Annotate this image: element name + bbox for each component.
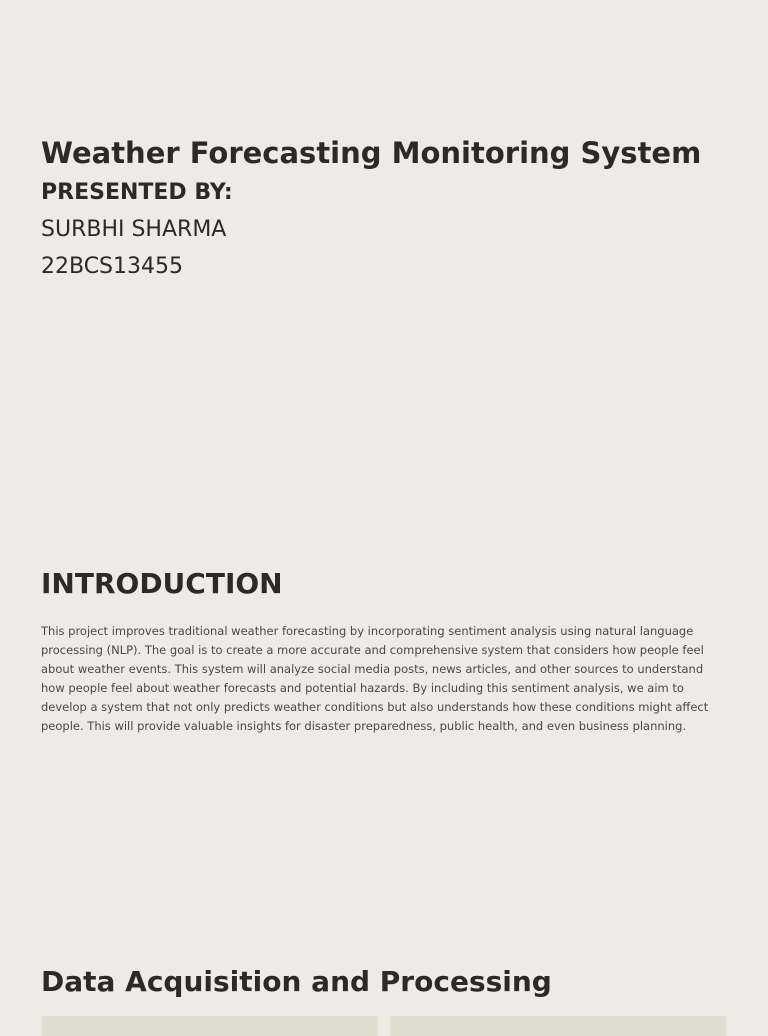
roll-number: 22BCS13455 bbox=[41, 254, 184, 279]
content-card-left bbox=[42, 1016, 378, 1036]
page-title: Weather Forecasting Monitoring System bbox=[41, 136, 702, 170]
author-name: SURBHI SHARMA bbox=[41, 217, 227, 242]
introduction-heading: INTRODUCTION bbox=[41, 567, 283, 600]
presented-by-label: PRESENTED BY: bbox=[41, 180, 233, 205]
content-card-right bbox=[390, 1016, 726, 1036]
data-acquisition-heading: Data Acquisition and Processing bbox=[41, 965, 552, 998]
introduction-body: This project improves traditional weather forecasting by incorporating sentiment analysis using natural language processing (NLP). The goal is to create a more accurate and comprehensive system that considers how people feel about weather events. This system will analyze social media posts, news articles, and other sources to understand how people feel about weather forecasts and potential hazards. By including this sentiment analysis, we aim to develop a system that not only predicts weather conditions but also understands how these conditions might affect people. This will provide valuable insights for disaster preparedness, public health, and even business planning. bbox=[41, 624, 709, 733]
